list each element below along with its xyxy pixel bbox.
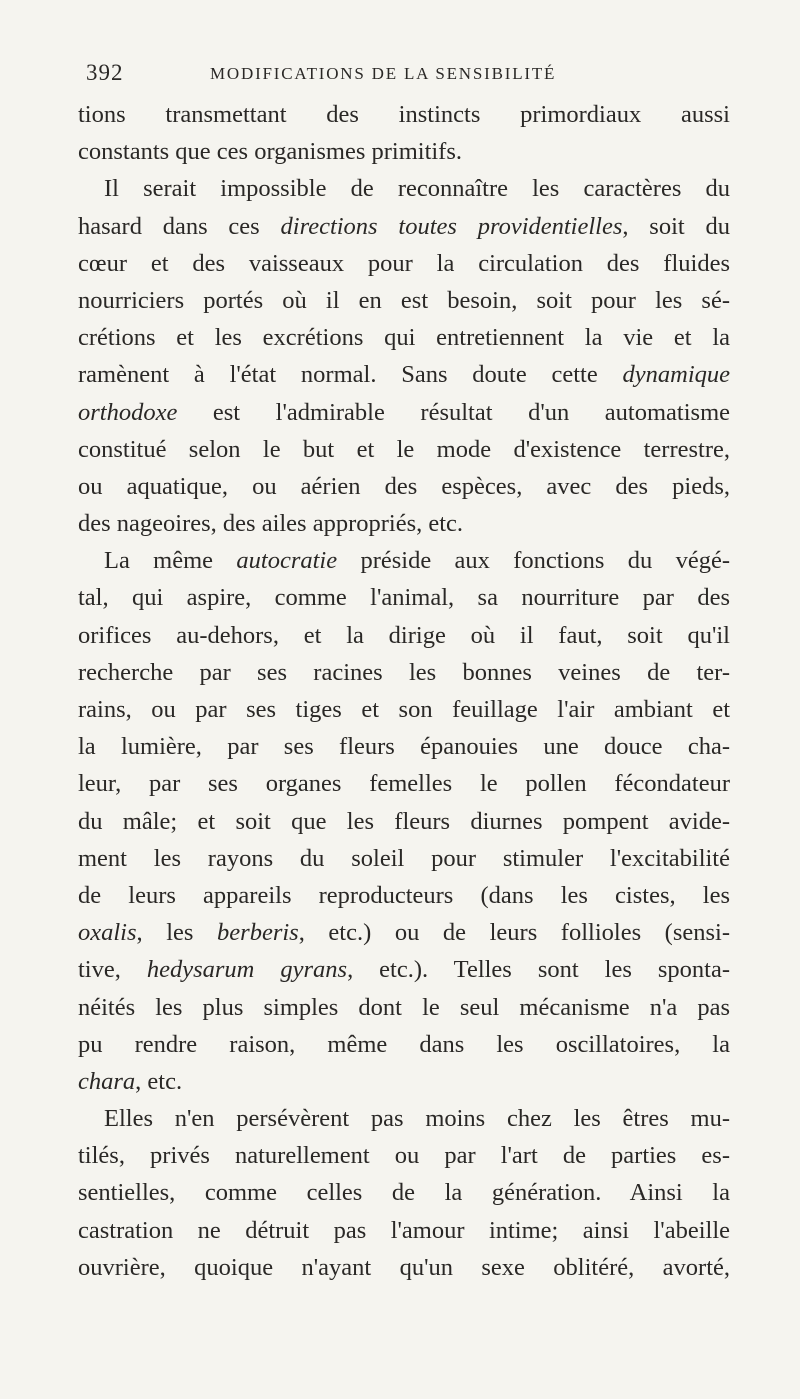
- italic-text: hedysarum gyrans: [146, 956, 348, 984]
- text-line: sentielles, comme celles de la génération. Ainsi la: [78, 1179, 730, 1207]
- text-run: , soit du: [622, 212, 730, 240]
- text-line: castration ne détruit pas l'amour intime; ainsi l'abeille: [78, 1216, 730, 1244]
- text-line: tilés, privés naturellement ou par l'art de parties es-: [78, 1142, 730, 1170]
- italic-text: directions toutes providentielles: [280, 212, 623, 240]
- italic-text: autocratie: [236, 547, 338, 575]
- italic-text: orthodoxe: [78, 398, 178, 426]
- text-run: , etc.: [135, 1067, 183, 1095]
- text-line: [78, 1063, 730, 1100]
- text-line: constants que ces organismes primitifs.: [78, 138, 462, 166]
- text-line: tal, qui aspire, comme l'animal, sa nourriture par des: [78, 584, 730, 612]
- text-run: , etc.). Telles sont les sponta-: [347, 956, 730, 984]
- text-line: de leurs appareils reproducteurs (dans les cistes, les: [78, 881, 730, 909]
- text-line: rains, ou par ses tiges et son feuillage l'air ambiant et: [78, 696, 730, 723]
- text-run: est l'admirable résultat d'un automatisme: [177, 398, 730, 426]
- text-run: , etc.) ou de leurs follioles (sensi-: [298, 919, 730, 947]
- body-text: [78, 96, 730, 1286]
- text-line: [78, 356, 730, 393]
- text-line: orifices au-dehors, et la dirige où il faut, soit qu'il: [78, 621, 730, 649]
- running-head: [86, 60, 732, 90]
- text-run: ramènent à l'état normal. Sans doute cette: [78, 361, 623, 389]
- text-line: [78, 542, 730, 579]
- text-line: [78, 951, 730, 988]
- text-line: tions transmettant des instincts primordiaux aussi: [78, 101, 730, 128]
- text-run: La même: [104, 547, 237, 575]
- text-run: tive,: [78, 956, 147, 984]
- text-line: néités les plus simples dont le seul mécanisme n'a pas: [78, 993, 730, 1021]
- italic-text: oxalis: [78, 919, 137, 947]
- text-line: [78, 394, 730, 431]
- text-run: préside aux fonctions du végé-: [337, 547, 731, 575]
- page-number: 392: [86, 60, 124, 85]
- text-line: recherche par ses racines les bonnes veines de ter-: [78, 658, 730, 686]
- text-run: hasard dans ces: [78, 212, 281, 240]
- text-line: constitué selon le but et le mode d'existence terrestre,: [78, 435, 730, 463]
- text-line: leur, par ses organes femelles le pollen fécondateur: [78, 770, 730, 798]
- text-line: pu rendre raison, même dans les oscillatoires, la: [78, 1030, 730, 1058]
- italic-text: berberis: [217, 919, 299, 947]
- text-line: du mâle; et soit que les fleurs diurnes pompent avide-: [78, 807, 730, 835]
- text-run: , les: [136, 919, 218, 947]
- italic-text: dynamique: [622, 361, 730, 389]
- text-line: des nageoires, des ailes appropriés, etc.: [78, 510, 464, 538]
- text-line: ou aquatique, ou aérien des espèces, avec des pieds,: [78, 472, 730, 500]
- italic-text: chara: [78, 1067, 136, 1095]
- text-line: la lumière, par ses fleurs épanouies une douce cha-: [78, 733, 730, 761]
- text-line: Elles n'en persévèrent pas moins chez les êtres mu-: [104, 1105, 730, 1133]
- text-line: nourriciers portés où il en est besoin, soit pour les sé-: [78, 286, 730, 314]
- text-line: cœur et des vaisseaux pour la circulation des fluides: [78, 249, 730, 277]
- text-line: Il serait impossible de reconnaître les caractères du: [104, 175, 730, 203]
- text-line: [78, 914, 730, 951]
- text-line: ment les rayons du soleil pour stimuler l'excitabilité: [78, 844, 730, 872]
- text-line: [78, 208, 730, 245]
- text-line: ouvrière, quoique n'ayant qu'un sexe oblitéré, avorté,: [78, 1253, 730, 1281]
- text-line: crétions et les excrétions qui entretiennent la vie et la: [78, 324, 730, 352]
- running-title: MODIFICATIONS DE LA SENSIBILITÉ: [210, 64, 557, 83]
